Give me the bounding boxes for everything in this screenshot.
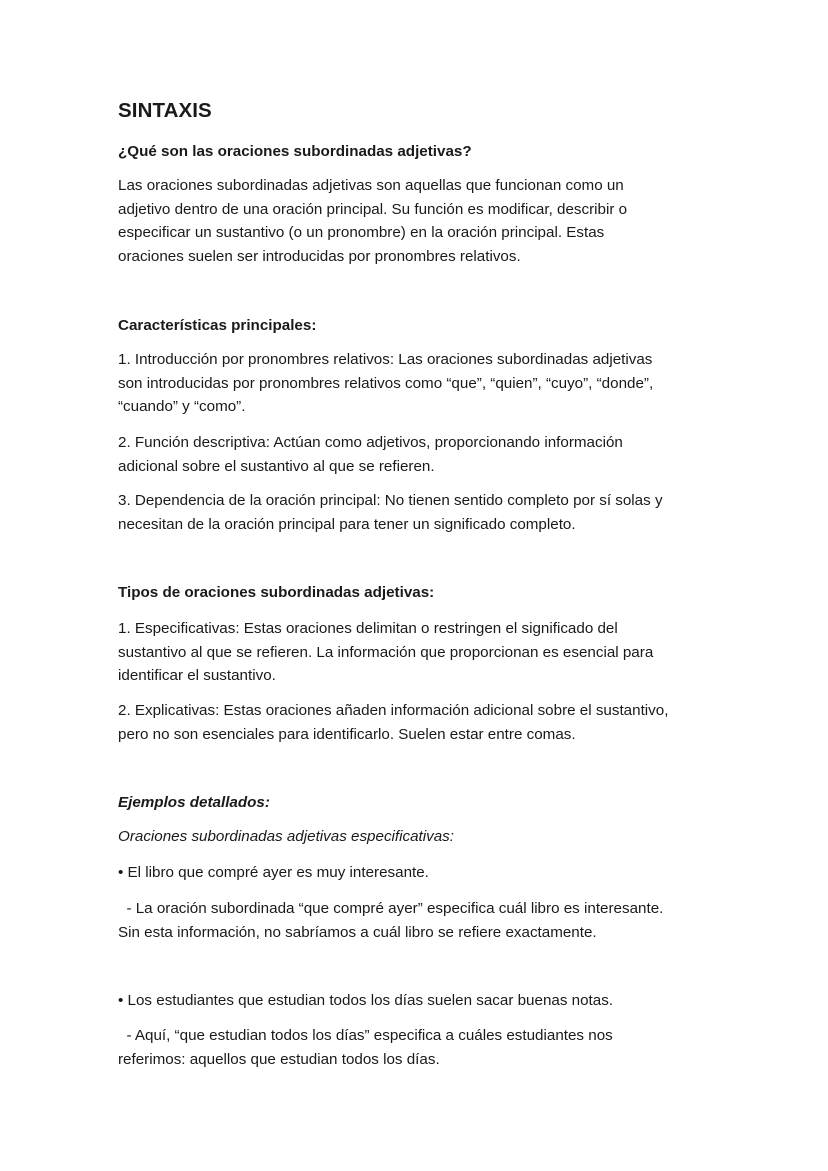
intro-paragraph — [118, 174, 718, 268]
text-line: especificar un sustantivo (o un pronombre) en la oración principal. Estas — [118, 224, 605, 241]
feature-item-3 — [118, 489, 718, 536]
feature-item-2 — [118, 431, 718, 478]
examples-subheading: Oraciones subordinadas adjetivas especificativas: — [118, 828, 454, 845]
text-line: 3. Dependencia de la oración principal: No tienen sentido completo por sí solas y — [118, 492, 663, 509]
types-heading: Tipos de oraciones subordinadas adjetivas: — [118, 584, 435, 601]
type-item-1 — [118, 617, 718, 688]
text-line: 2. Explicativas: Estas oraciones añaden información adicional sobre el sustantivo, — [118, 702, 669, 719]
text-line: 2. Función descriptiva: Actúan como adjetivos, proporcionando información — [118, 434, 623, 451]
text-line: referimos: aquellos que estudian todos los días. — [118, 1050, 440, 1068]
text-line: - Aquí, “que estudian todos los días” especifica a cuáles estudiantes nos — [118, 1027, 613, 1044]
text-line: identificar el sustantivo. — [118, 667, 276, 684]
intro-heading: ¿Qué son las oraciones subordinadas adjetivas? — [118, 143, 472, 160]
text-line: 1. Introducción por pronombres relativos: Las oraciones subordinadas adjetivas — [118, 351, 653, 368]
feature-item-1 — [118, 348, 718, 419]
text-line: son introducidas por pronombres relativos como “que”, “quien”, “cuyo”, “donde”, — [118, 374, 654, 392]
text-line: adjetivo dentro de una oración principal. Su función es modificar, describir o — [118, 200, 628, 218]
example-explanation-1 — [118, 897, 718, 944]
text-line: necesitan de la oración principal para tener un significado completo. — [118, 515, 576, 533]
examples-heading: Ejemplos detallados: — [118, 794, 270, 811]
text-line: pero no son esenciales para identificarlo. Suelen estar entre comas. — [118, 725, 576, 743]
type-item-2 — [118, 699, 718, 746]
example-explanation-2 — [118, 1024, 718, 1071]
page-title: SINTAXIS — [118, 99, 212, 122]
text-line: adicional sobre el sustantivo al que se refieren. — [118, 457, 435, 475]
text-line: - La oración subordinada “que compré ayer” especifica cuál libro es interesante. — [118, 900, 664, 917]
example-bullet-2 — [118, 989, 718, 1013]
text-line: Las oraciones subordinadas adjetivas son aquellas que funcionan como un — [118, 177, 624, 194]
text-line: oraciones suelen ser introducidas por pronombres relativos. — [118, 247, 521, 265]
text-line: “cuando” y “como”. — [118, 398, 246, 415]
features-heading: Características principales: — [118, 317, 317, 334]
text-line: • Los estudiantes que estudian todos los días suelen sacar buenas notas. — [118, 992, 614, 1009]
text-line: 1. Especificativas: Estas oraciones delimitan o restringen el significado del — [118, 620, 618, 637]
example-bullet-1 — [118, 861, 718, 885]
text-line: Sin esta información, no sabríamos a cuál libro se refiere exactamente. — [118, 923, 597, 941]
text-line: sustantivo al que se refieren. La información que proporcionan es esencial para — [118, 643, 654, 661]
text-line: • El libro que compré ayer es muy interesante. — [118, 864, 429, 881]
